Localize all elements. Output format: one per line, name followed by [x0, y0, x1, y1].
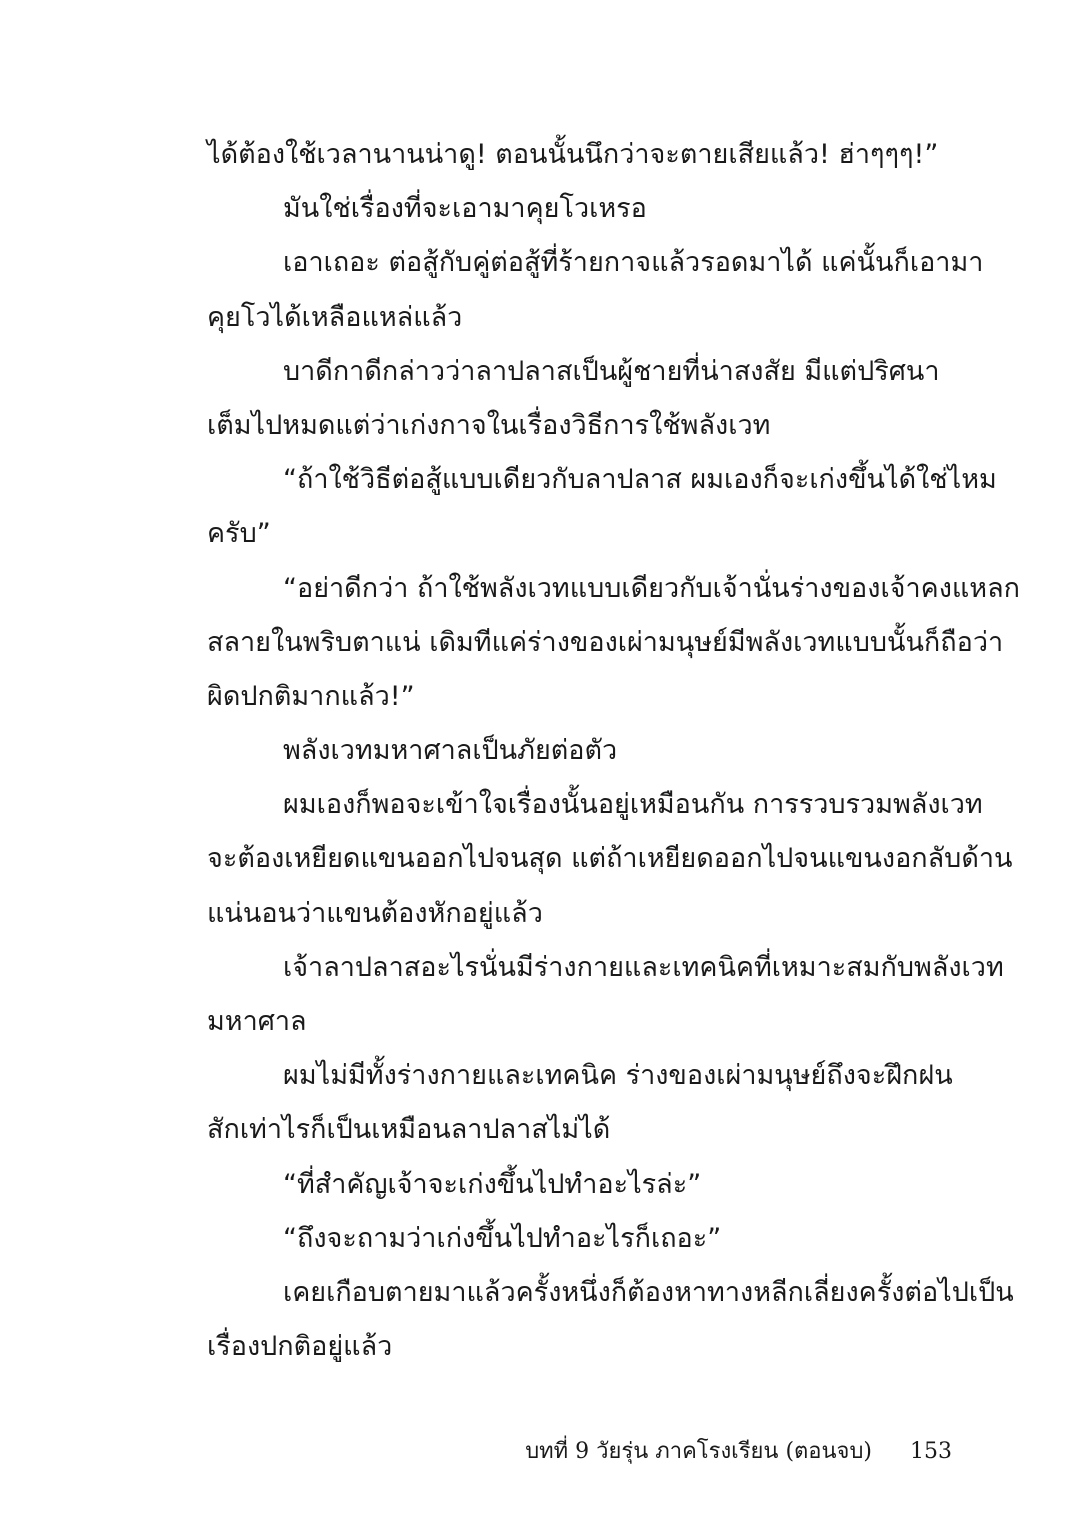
- page-number: 153: [910, 1439, 952, 1464]
- text-line: มันใช่เรื่องที่จะเอามาคุยโวเหรอ: [283, 193, 647, 225]
- text-line: เต็มไปหมดแต่ว่าเก่งกาจในเรื่องวิธีการใช้พลังเวท: [207, 409, 771, 441]
- text-line: เจ้าลาปลาสอะไรนั่นมีร่างกายและเทคนิคที่เหมาะสมกับพลังเวท: [283, 951, 1004, 983]
- text-line: พลังเวทมหาศาลเป็นภัยต่อตัว: [283, 735, 618, 767]
- text-line: สลายในพริบตาแน่ เดิมทีแค่ร่างของเผ่ามนุษย์มีพลังเวทแบบนั้นก็ถือว่า: [207, 626, 1004, 658]
- chapter-title: บทที่ 9 วัยรุ่น ภาคโรงเรียน (ตอนจบ): [525, 1439, 872, 1464]
- text-line: เรื่องปกติอยู่แล้ว: [207, 1331, 393, 1363]
- text-line: ผิดปกติมากแล้ว!”: [207, 680, 415, 712]
- page-footer: [525, 1432, 952, 1472]
- text-line: มหาศาล: [207, 1006, 307, 1037]
- text-line: จะต้องเหยียดแขนออกไปจนสุด แต่ถ้าเหยียดออกไปจนแขนงอกลับด้าน: [207, 843, 1013, 875]
- text-line: ได้ต้องใช้เวลานานน่าดู! ตอนนั้นนึกว่าจะตายเสียแล้ว! ฮ่าๆๆๆ!”: [207, 139, 939, 170]
- text-line: แน่นอนว่าแขนต้องหักอยู่แล้ว: [207, 897, 543, 929]
- text-line: บาดีกาดีกล่าวว่าลาปลาสเป็นผู้ชายที่น่าสงสัย มีแต่ปริศนา: [283, 355, 940, 387]
- text-line: เคยเกือบตายมาแล้วครั้งหนึ่งก็ต้องหาทางหลีกเลี่ยงครั้งต่อไปเป็น: [283, 1276, 1014, 1308]
- body-text: [207, 128, 1020, 1374]
- text-line: “ที่สำคัญเจ้าจะเก่งขึ้นไปทำอะไรล่ะ”: [283, 1168, 702, 1200]
- text-line: “อย่าดีกว่า ถ้าใช้พลังเวทแบบเดียวกับเจ้านั่นร่างของเจ้าคงแหลก: [283, 572, 1020, 604]
- text-line: ผมไม่มีทั้งร่างกายและเทคนิค ร่างของเผ่ามนุษย์ถึงจะฝึกฝน: [283, 1060, 953, 1092]
- text-line: เอาเถอะ ต่อสู้กับคู่ต่อสู้ที่ร้ายกาจแล้วรอดมาได้ แค่นั้นก็เอามา: [283, 247, 984, 279]
- text-line: ครับ”: [207, 518, 271, 550]
- text-line: ผมเองก็พอจะเข้าใจเรื่องนั้นอยู่เหมือนกัน การรวบรวมพลังเวท: [283, 789, 983, 821]
- text-line: คุยโวได้เหลือแหล่แล้ว: [207, 301, 463, 333]
- text-line: “ถ้าใช้วิธีต่อสู้แบบเดียวกับลาปลาส ผมเองก็จะเก่งขึ้นได้ใช่ไหม: [283, 464, 997, 496]
- text-line: สักเท่าไรก็เป็นเหมือนลาปลาสไม่ได้: [207, 1114, 611, 1146]
- text-line: “ถึงจะถามว่าเก่งขึ้นไปทำอะไรก็เถอะ”: [283, 1222, 722, 1254]
